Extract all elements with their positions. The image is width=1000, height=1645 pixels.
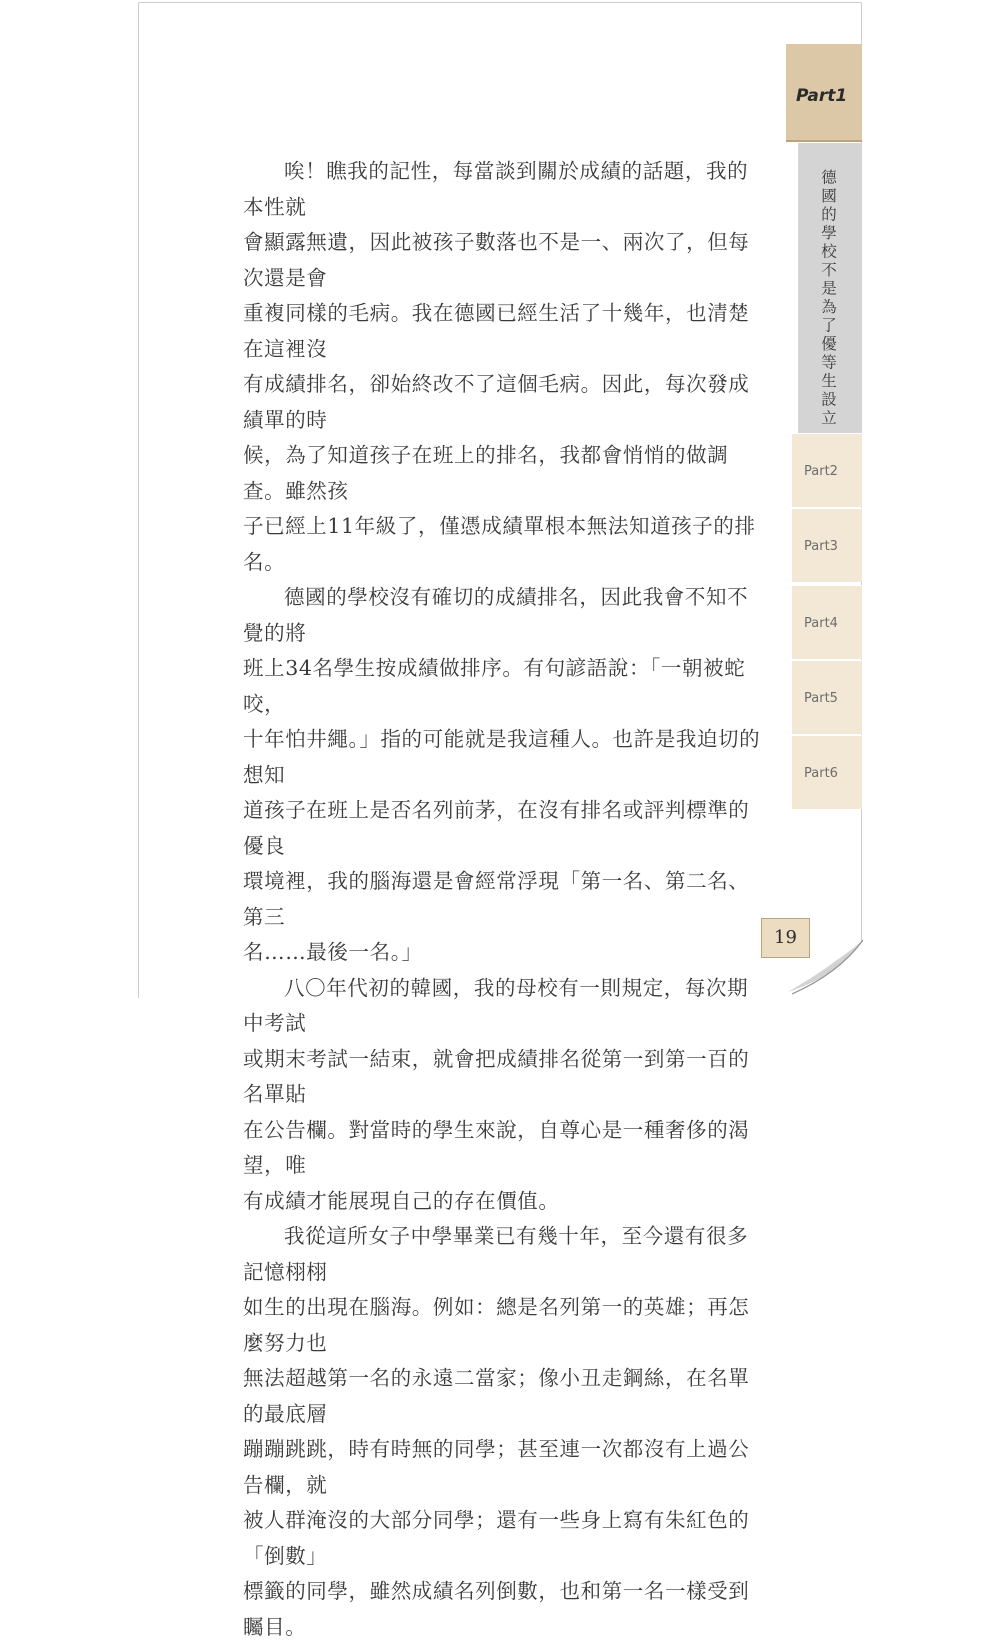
tab-part2-label: Part2 xyxy=(804,464,838,479)
tab-part3-label: Part3 xyxy=(804,539,838,554)
chapter-title: 德國的學校不是為了優等生設立 xyxy=(819,169,837,428)
tab-part4-label: Part4 xyxy=(804,616,838,631)
tab-part3[interactable] xyxy=(792,508,862,582)
body-text xyxy=(243,154,763,1645)
chapter-title-tab xyxy=(798,143,862,474)
paragraph: 德國的學校沒有確切的成績排名，因此我會不知不覺的將 班上34名學生按成績做排序。有句諺語說：「一朝被蛇咬， 十年怕井繩。」指的可能就是我這種人。也許是我迫切的想知 道孩子在班上是否名列前茅，在沒有排名或評判標準的優良 環境裡，我的腦海還是會經常浮現「第一名、第二名、第三 名……最後一名。」 xyxy=(243,585,761,964)
paragraph: 八〇年代初的韓國，我的母校有一則規定，每次期中考試 或期末考試一結束，就會把成績排名從第一到第一百的名單貼 在公告欄。對當時的學生來說，自尊心是一種奢侈的渴望，唯 有成績才能展現自己的存在價值。 xyxy=(243,975,750,1213)
paragraph: 我從這所女子中學畢業已有幾十年，至今還有很多記憶栩栩 如生的出現在腦海。例如：總是名列第一的英雄；再怎麼努力也 無法超越第一名的永遠二當家；像小丑走鋼絲，在名單的最底層 蹦蹦跳跳，時有時無的同學；甚至連一次都沒有上過公告欄，就 被人群淹沒的大部分同學；還有一些身上寫有朱紅色的「倒數」 標籤的同學，雖然成績名列倒數，也和第一名一樣受到矚目。 xyxy=(243,1224,750,1639)
tab-part6[interactable] xyxy=(792,735,862,809)
tab-part2[interactable] xyxy=(792,433,862,507)
tab-part4[interactable] xyxy=(792,585,862,659)
tab-part5[interactable] xyxy=(792,660,862,734)
tab-part6-label: Part6 xyxy=(804,766,838,781)
tab-part1-label: Part1 xyxy=(796,86,848,106)
paragraph: 唉！瞧我的記性，每當談到關於成績的話題，我的本性就 會顯露無遺，因此被孩子數落也不是一、兩次了，但每次還是會 重複同樣的毛病。我在德國已經生活了十幾年，也清楚在這裡沒 有成績排名，卻始終改不了這個毛病。因此，每次發成績單的時 候，為了知道孩子在班上的排名，我都會悄悄的做調查。雖然孩 子已經上11年級了，僅憑成績單根本無法知道孩子的排名。 xyxy=(243,159,756,574)
tab-part1[interactable] xyxy=(786,44,862,142)
tab-part5-label: Part5 xyxy=(804,691,838,706)
page-number: 19 xyxy=(761,918,810,958)
